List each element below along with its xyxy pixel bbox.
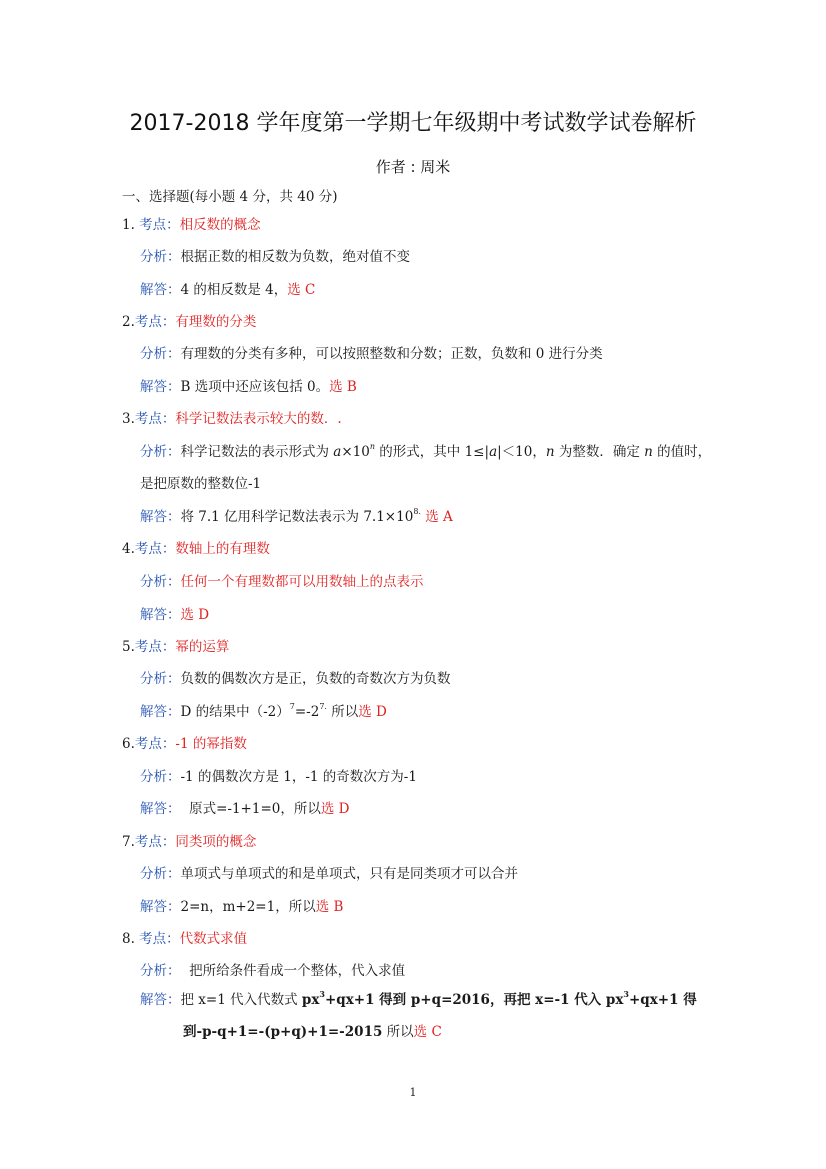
q5-topic: 幂的运算: [175, 639, 230, 655]
q8-analysis-line: [140, 962, 405, 980]
q8-topic-line: [122, 930, 247, 948]
q6-analysis: -1 的偶数次方是 1，-1 的奇数次方为-1: [180, 769, 417, 785]
q2-analysis: 有理数的分类有多种，可以按照整数和分数；正数，负数和 0 进行分类: [180, 346, 603, 362]
q3-analysis-var-n: n: [545, 444, 555, 460]
q2-analysis-label: 分析：: [140, 346, 181, 362]
q8-topic-label: 考点：: [139, 931, 180, 947]
q3-answer-a: 将 7.1 亿用科学记数法表示为 7.1×10: [180, 509, 414, 525]
q4-topic-label: 考点：: [134, 541, 176, 557]
q3-analysis-e: 为整数．确定: [554, 444, 645, 460]
q8-analysis-label: 分析：: [140, 963, 181, 979]
q1-answer: 4 的相反数是 4，: [180, 282, 288, 298]
q8-answer-px: px: [301, 992, 320, 1008]
document-author: 作者 : 周米: [375, 158, 451, 176]
q8-answer-cont: 到-p-q+1=-(p+q)+1=-2015: [183, 1024, 383, 1040]
q2-analysis-line: [140, 345, 603, 363]
q6-analysis-label: 分析：: [140, 769, 181, 785]
q8-answer-c: +qx+1 得: [628, 992, 697, 1008]
q5-choice: 选 D: [358, 704, 387, 720]
q8-answer-exp2: 3: [623, 989, 629, 999]
q3-analysis-var-a: a: [333, 444, 342, 460]
q3-analysis-var-a2: a: [489, 444, 498, 460]
q4-analysis-line: [140, 573, 424, 591]
q2-number: 2.: [122, 314, 135, 330]
q2-answer-line: [140, 378, 357, 396]
q8-answer-cont2: 所以: [382, 1024, 414, 1040]
q3-analysis-label: 分析：: [140, 444, 181, 460]
q5-answer-exp2: 7.: [319, 702, 327, 711]
q6-topic-label: 考点：: [134, 736, 176, 752]
q8-answer-exp1: 3: [319, 989, 325, 999]
q5-answer-c: 所以: [326, 704, 359, 720]
section-heading: 一、选择题(每小题 4 分，共 40 分): [122, 189, 338, 205]
q7-analysis-label: 分析：: [140, 866, 181, 882]
q7-analysis-line: [140, 865, 518, 883]
q8-answer-a: 把 x=1 代入代数式: [180, 992, 302, 1008]
q3-topic: 科学记数法表示较大的数．.: [175, 411, 342, 427]
q1-topic-label: 考点：: [139, 217, 180, 233]
q6-analysis-line: [140, 768, 417, 786]
q5-topic-label: 考点：: [134, 639, 176, 655]
q6-number: 6.: [122, 736, 135, 752]
q6-choice: 选 D: [320, 801, 350, 817]
q1-analysis-label: 分析：: [140, 249, 181, 265]
q8-answer-b: +qx+1 得到 p+q=2016，再把 x=-1 代入 px: [324, 992, 624, 1008]
q5-answer-line: [140, 703, 387, 721]
q4-choice: 选 D: [180, 607, 210, 623]
q7-analysis: 单项式与单项式的和是单项式，只有是同类项才可以合并: [180, 866, 518, 882]
q1-answer-line: [140, 281, 315, 299]
q7-choice: 选 B: [315, 899, 344, 915]
q8-answer-label: 解答：: [140, 992, 181, 1008]
q6-topic-line: [122, 735, 247, 753]
q3-answer-line: [140, 508, 453, 526]
q8-choice: 选 C: [413, 1024, 442, 1040]
q6-answer: 原式=-1+1=0，所以: [180, 801, 321, 817]
q5-analysis-label: 分析：: [140, 671, 181, 687]
q3-analysis-b: ×10: [341, 444, 370, 460]
q8-analysis: 把所给条件看成一个整体，代入求值: [180, 963, 406, 979]
q2-answer-label: 解答：: [140, 379, 181, 395]
q5-answer-a: D 的结果中（-2）: [180, 704, 290, 720]
q2-topic-label: 考点：: [134, 314, 176, 330]
q7-answer-line: [140, 898, 343, 916]
q6-answer-label: 解答：: [140, 801, 181, 817]
q8-number: 8.: [122, 931, 140, 947]
q7-topic-label: 考点：: [134, 834, 176, 850]
q1-answer-label: 解答：: [140, 282, 181, 298]
q1-choice: 选 C: [287, 282, 316, 298]
q3-topic-label: 考点：: [134, 411, 176, 427]
q3-analysis-exp-n: n: [369, 442, 376, 451]
q3-analysis-cont: 是把原数的整数位-1: [140, 476, 262, 492]
q1-number: 1.: [122, 217, 140, 233]
q4-topic: 数轴上的有理数: [175, 541, 270, 557]
page-number: 1: [409, 1086, 417, 1099]
q2-answer: B 选项中还应该包括 0。: [180, 379, 330, 395]
q5-analysis: 负数的偶数次方是正，负数的奇数次方为负数: [180, 671, 451, 687]
q3-answer-label: 解答：: [140, 509, 181, 525]
q7-number: 7.: [122, 834, 135, 850]
q3-analysis-a: 科学记数法的表示形式为: [180, 444, 334, 460]
q7-topic: 同类项的概念: [175, 834, 257, 850]
q5-analysis-line: [140, 670, 451, 688]
q5-answer-label: 解答：: [140, 704, 181, 720]
q4-answer-line: [140, 606, 209, 624]
q3-topic-line: [122, 410, 342, 428]
q1-analysis-line: [140, 248, 410, 266]
q7-answer: 2=n，m+2=1，所以: [180, 899, 316, 915]
q8-topic: 代数式求值: [179, 931, 248, 947]
q5-answer-b: =-2: [294, 704, 320, 720]
q5-answer-exp1: 7: [289, 702, 295, 711]
q6-answer-line: [140, 800, 349, 818]
q8-answer-cont-line: [183, 1023, 442, 1041]
q1-topic: 相反数的概念: [179, 217, 261, 233]
q3-number: 3.: [122, 411, 135, 427]
q3-answer-exp: 8.: [413, 507, 421, 516]
q3-analysis-d: |＜10，: [497, 444, 546, 460]
q3-analysis-c: 的形式，其中 1≤|: [375, 444, 490, 460]
q3-choice: 选 A: [420, 509, 453, 525]
q2-topic-line: [122, 313, 256, 331]
q4-answer-label: 解答：: [140, 607, 181, 623]
q2-choice: 选 B: [329, 379, 357, 395]
q1-analysis: 根据正数的相反数为负数，绝对值不变: [180, 249, 410, 265]
q7-topic-line: [122, 833, 256, 851]
q5-number: 5.: [122, 639, 135, 655]
q3-analysis-var-n2: n: [644, 444, 653, 460]
q4-analysis: 任何一个有理数都可以用数轴上的点表示: [180, 574, 424, 590]
q3-analysis-line: [140, 443, 711, 461]
q2-topic: 有理数的分类: [175, 314, 257, 330]
document-title: 2017-2018 学年度第一学期七年级期中考试数学试卷解析: [129, 111, 697, 136]
q1-topic-line: [122, 216, 261, 234]
q6-topic: -1 的幂指数: [175, 736, 247, 752]
q5-topic-line: [122, 638, 229, 656]
q7-answer-label: 解答：: [140, 899, 181, 915]
q3-analysis-f: 的值时，: [652, 444, 712, 460]
q8-answer-line: [140, 991, 697, 1009]
q4-topic-line: [122, 540, 270, 558]
q4-analysis-label: 分析：: [140, 574, 181, 590]
q4-number: 4.: [122, 541, 135, 557]
